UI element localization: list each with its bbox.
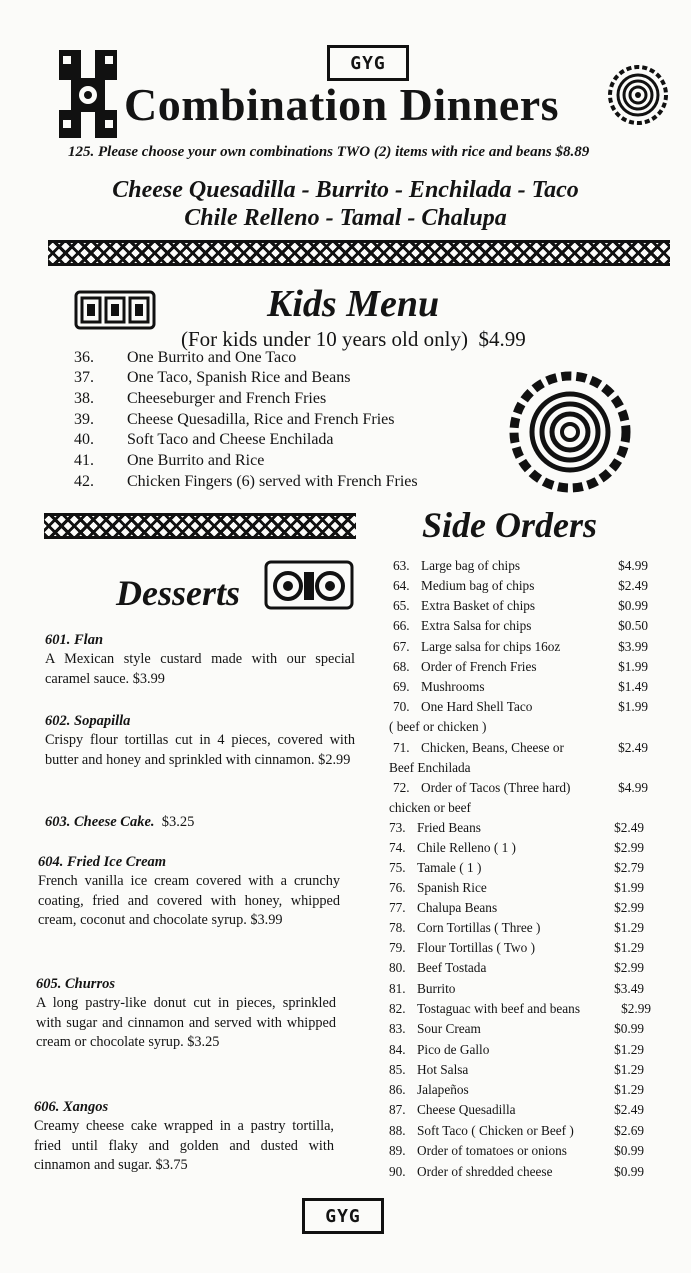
item-price: $2.49 bbox=[618, 740, 648, 755]
list-item bbox=[389, 1021, 644, 1041]
item-number: 81. bbox=[389, 981, 406, 996]
top-logo bbox=[327, 45, 409, 81]
item-number: 38. bbox=[74, 390, 94, 407]
item-number: 69. bbox=[393, 679, 410, 694]
list-item bbox=[389, 1082, 644, 1102]
item-name: Order of tomatoes or onions bbox=[417, 1143, 567, 1158]
item-name: Flour Tortillas ( Two ) bbox=[417, 940, 536, 955]
item-name: Soft Taco and Cheese Enchilada bbox=[127, 431, 334, 448]
combination-line-2: Chile Relleno - Tamal - Chalupa bbox=[184, 205, 507, 231]
dessert-item-xangos bbox=[34, 1098, 334, 1176]
list-item bbox=[389, 981, 644, 1001]
side-orders-list bbox=[389, 558, 651, 1188]
list-item bbox=[389, 1042, 644, 1062]
dessert-item-flan bbox=[45, 631, 355, 689]
item-number: 66. bbox=[393, 618, 410, 633]
item-price: $1.29 bbox=[614, 940, 644, 955]
combination-subtitle: 125. Please choose your own combinations TWO (2) items with rice and beans $8.89 bbox=[68, 144, 590, 160]
item-number: 85. bbox=[389, 1062, 406, 1077]
top-logo-text: GYG bbox=[350, 52, 386, 74]
item-name: Burrito bbox=[417, 981, 456, 996]
item-number: 73. bbox=[389, 820, 406, 835]
item-price: $1.99 bbox=[618, 699, 648, 714]
item-name: Chalupa Beans bbox=[417, 900, 498, 915]
item-name: Tostaguac with beef and beans bbox=[417, 1001, 581, 1016]
item-name: Chicken, Beans, Cheese or bbox=[421, 740, 564, 755]
dessert-description: A Mexican style custard made with our special caramel sauce. $3.99 bbox=[45, 651, 355, 687]
spiral-sun-icon bbox=[606, 63, 670, 127]
dessert-item-churros bbox=[36, 975, 336, 1053]
decorative-band-top bbox=[48, 240, 670, 266]
item-name: Large bag of chips bbox=[421, 558, 521, 573]
item-number: 76. bbox=[389, 880, 406, 895]
list-item bbox=[389, 1102, 644, 1122]
item-price: $0.50 bbox=[618, 618, 648, 633]
item-number: 63. bbox=[393, 558, 410, 573]
item-number: 77. bbox=[389, 900, 406, 915]
item-name: Spanish Rice bbox=[417, 880, 487, 895]
large-spiral-sun-icon bbox=[505, 370, 635, 495]
item-name: Tamale ( 1 ) bbox=[417, 860, 482, 875]
item-name: Cheeseburger and French Fries bbox=[127, 390, 327, 407]
item-name: Beef Tostada bbox=[417, 960, 487, 975]
item-number: 86. bbox=[389, 1082, 406, 1097]
combination-title: Combination Dinners bbox=[124, 79, 560, 130]
item-number: 82. bbox=[389, 1001, 406, 1016]
item-name: Mushrooms bbox=[421, 679, 485, 694]
list-item bbox=[389, 900, 644, 920]
item-note: Beef Enchilada bbox=[389, 760, 471, 775]
dessert-title: 605. Churros bbox=[36, 976, 115, 992]
item-name: Extra Basket of chips bbox=[421, 598, 536, 613]
desserts-glyph-icon bbox=[264, 560, 354, 610]
item-number: 70. bbox=[393, 699, 410, 714]
item-number: 74. bbox=[389, 840, 406, 855]
item-name: Hot Salsa bbox=[417, 1062, 469, 1077]
item-name: One Burrito and Rice bbox=[127, 452, 265, 469]
item-number: 71. bbox=[393, 740, 410, 755]
list-item bbox=[393, 558, 648, 578]
item-number: 68. bbox=[393, 659, 410, 674]
item-name: Medium bag of chips bbox=[421, 578, 535, 593]
dessert-item-sopapilla bbox=[45, 712, 355, 770]
item-price: $2.99 bbox=[614, 840, 644, 855]
item-price: $2.69 bbox=[614, 1123, 644, 1138]
item-number: 40. bbox=[74, 431, 94, 448]
item-number: 87. bbox=[389, 1102, 406, 1117]
list-item bbox=[393, 618, 648, 638]
item-price: $3.99 bbox=[618, 639, 648, 654]
item-name: Fried Beans bbox=[417, 820, 481, 835]
item-number: 39. bbox=[74, 411, 94, 428]
kids-menu-note: (For kids under 10 years old only) bbox=[181, 327, 468, 351]
item-price: $1.29 bbox=[614, 1082, 644, 1097]
item-name: Pico de Gallo bbox=[417, 1042, 490, 1057]
item-number: 83. bbox=[389, 1021, 406, 1036]
list-item bbox=[393, 780, 648, 800]
item-name: Sour Cream bbox=[417, 1021, 481, 1036]
list-item bbox=[393, 639, 648, 659]
side-orders-title: Side Orders bbox=[422, 505, 598, 545]
dessert-title: 604. Fried Ice Cream bbox=[38, 854, 167, 870]
list-item bbox=[389, 1164, 644, 1184]
kids-menu-list bbox=[74, 349, 514, 499]
item-number: 72. bbox=[393, 780, 410, 795]
list-item bbox=[389, 1062, 644, 1082]
item-name: Chicken Fingers (6) served with French Fries bbox=[127, 473, 418, 490]
desserts-title: Desserts bbox=[116, 573, 240, 613]
item-price: $1.99 bbox=[614, 880, 644, 895]
item-number: 37. bbox=[74, 369, 94, 386]
dessert-title: 601. Flan bbox=[45, 632, 104, 648]
item-number: 79. bbox=[389, 940, 406, 955]
item-name: Corn Tortillas ( Three ) bbox=[417, 920, 541, 935]
kids-menu-title: Kids Menu bbox=[267, 283, 440, 325]
item-price: $3.49 bbox=[614, 981, 644, 996]
item-price: $2.49 bbox=[614, 1102, 644, 1117]
list-item bbox=[389, 840, 644, 860]
item-price: $2.99 bbox=[614, 960, 644, 975]
footer-logo-text: GYG bbox=[325, 1205, 361, 1227]
item-name: Order of French Fries bbox=[421, 659, 537, 674]
item-price: $2.79 bbox=[614, 860, 644, 875]
item-price: $2.49 bbox=[618, 578, 648, 593]
item-number: 89. bbox=[389, 1143, 406, 1158]
item-name: Chile Relleno ( 1 ) bbox=[417, 840, 516, 855]
item-name: Cheese Quesadilla, Rice and French Fries bbox=[127, 411, 395, 428]
item-number: 90. bbox=[389, 1164, 406, 1179]
kids-menu-price: $4.99 bbox=[478, 327, 526, 351]
item-name: Order of shredded cheese bbox=[417, 1164, 553, 1179]
list-item bbox=[393, 699, 648, 719]
list-item bbox=[389, 1143, 644, 1163]
item-number: 80. bbox=[389, 960, 406, 975]
list-item bbox=[393, 659, 648, 679]
item-number: 41. bbox=[74, 452, 94, 469]
dessert-description: A long pastry-like donut cut in pieces, sprinkled with sugar and cinnamon and served with whipped cream or chocolate syrup. $3.25 bbox=[36, 995, 336, 1051]
item-price: $2.99 bbox=[614, 900, 644, 915]
aztec-figure-icon bbox=[55, 48, 121, 140]
list-item bbox=[389, 820, 644, 840]
item-price: $1.99 bbox=[618, 659, 648, 674]
item-number: 42. bbox=[74, 473, 94, 490]
item-number: 75. bbox=[389, 860, 406, 875]
item-number: 88. bbox=[389, 1123, 406, 1138]
item-name: One Burrito and One Taco bbox=[127, 349, 297, 366]
decorative-band-middle bbox=[44, 513, 356, 539]
list-item bbox=[389, 1123, 644, 1143]
dessert-item-fried-ice-cream bbox=[38, 853, 340, 931]
item-name: Soft Taco ( Chicken or Beef ) bbox=[417, 1123, 574, 1138]
list-item bbox=[393, 598, 648, 618]
item-price: $1.29 bbox=[614, 1062, 644, 1077]
item-name: One Hard Shell Taco bbox=[421, 699, 533, 714]
item-number: 67. bbox=[393, 639, 410, 654]
dessert-title: 606. Xangos bbox=[34, 1099, 109, 1115]
item-price: $1.29 bbox=[614, 1042, 644, 1057]
item-price: $1.49 bbox=[618, 679, 648, 694]
item-number: 78. bbox=[389, 920, 406, 935]
combination-line-1: Cheese Quesadilla - Burrito - Enchilada - Taco bbox=[112, 177, 579, 203]
dessert-price: $3.25 bbox=[161, 814, 195, 830]
list-item bbox=[393, 679, 648, 699]
dessert-description: Crispy flour tortillas cut in 4 pieces, covered with butter and honey and sprinkled with cinnamon. $2.99 bbox=[45, 732, 355, 768]
list-item bbox=[389, 1001, 651, 1021]
dessert-title bbox=[45, 813, 355, 832]
footer-logo bbox=[302, 1198, 384, 1234]
item-name: Cheese Quesadilla bbox=[417, 1102, 516, 1117]
item-number: 84. bbox=[389, 1042, 406, 1057]
item-number: 36. bbox=[74, 349, 94, 366]
list-item bbox=[393, 578, 648, 598]
dessert-description: Creamy cheese cake wrapped in a pastry tortilla, fried until flaky and golden and dusted with cinnamon and sugar. $3.75 bbox=[34, 1118, 334, 1174]
item-price: $4.99 bbox=[618, 780, 648, 795]
dessert-item-cheese-cake bbox=[45, 813, 355, 832]
list-item bbox=[389, 940, 644, 960]
item-price: $0.99 bbox=[618, 598, 648, 613]
item-name: One Taco, Spanish Rice and Beans bbox=[127, 369, 351, 386]
item-name: Order of Tacos (Three hard) bbox=[421, 780, 571, 795]
list-item bbox=[389, 960, 644, 980]
list-item bbox=[389, 860, 644, 880]
list-item bbox=[389, 920, 644, 940]
item-price: $2.49 bbox=[614, 820, 644, 835]
item-name: Large salsa for chips 16oz bbox=[421, 639, 561, 654]
item-name: Jalapeños bbox=[417, 1082, 469, 1097]
item-price: $0.99 bbox=[614, 1143, 644, 1158]
item-price: $4.99 bbox=[618, 558, 648, 573]
kids-glyph-icon bbox=[74, 290, 156, 330]
dessert-title: 602. Sopapilla bbox=[45, 713, 131, 729]
item-number: 64. bbox=[393, 578, 410, 593]
list-item bbox=[393, 740, 648, 760]
item-name: Extra Salsa for chips bbox=[421, 618, 532, 633]
dessert-description: French vanilla ice cream covered with a crunchy coating, fried and covered with honey, whipped cream, coconut and chocolate syrup. $3.99 bbox=[38, 873, 340, 929]
item-number: 65. bbox=[393, 598, 410, 613]
item-note: chicken or beef bbox=[389, 800, 471, 815]
list-item bbox=[389, 880, 644, 900]
item-price: $0.99 bbox=[614, 1164, 644, 1179]
dessert-title-text: 603. Cheese Cake. bbox=[45, 814, 155, 830]
item-note: ( beef or chicken ) bbox=[389, 719, 487, 734]
item-price: $1.29 bbox=[614, 920, 644, 935]
item-price: $0.99 bbox=[614, 1021, 644, 1036]
item-price: $2.99 bbox=[621, 1001, 651, 1016]
